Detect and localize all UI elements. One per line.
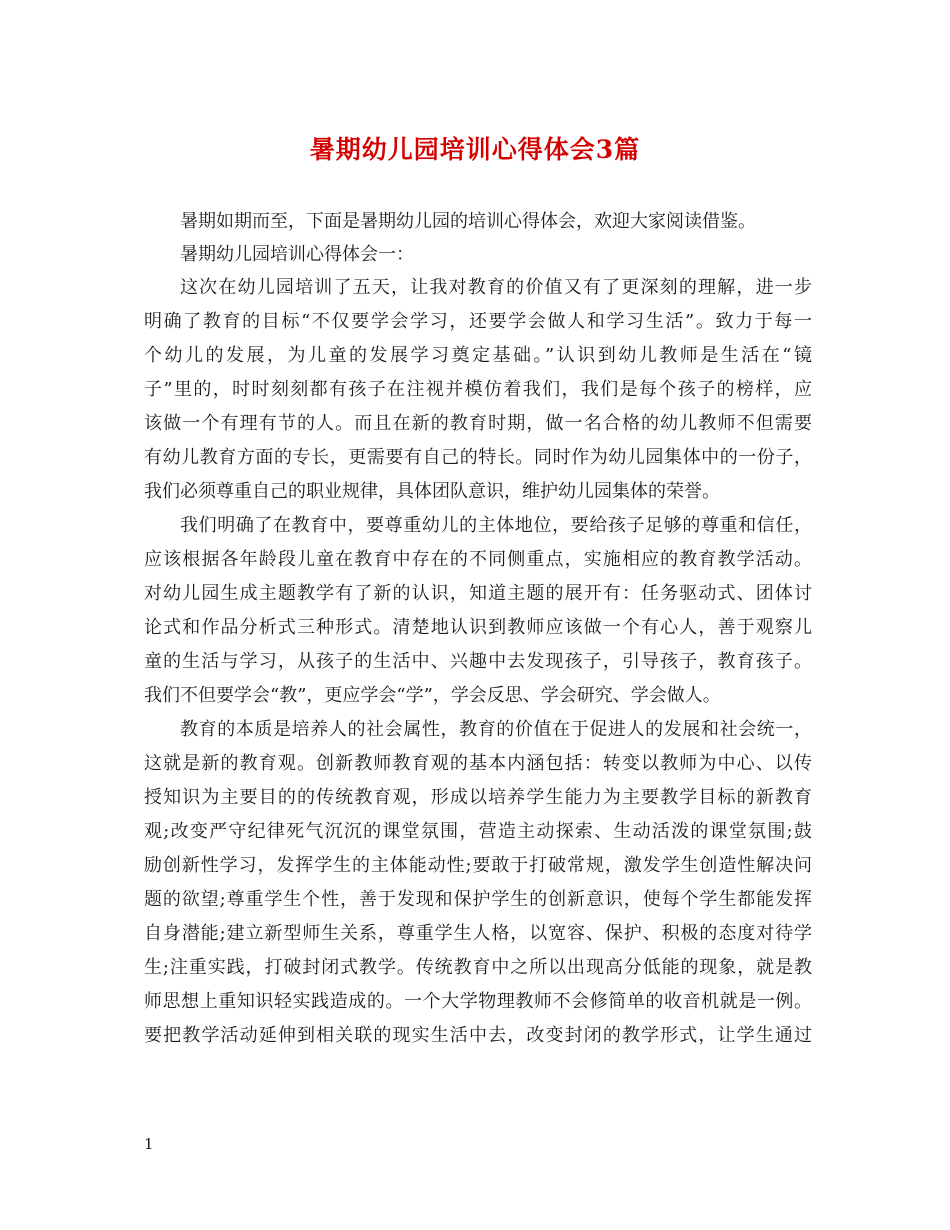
document-body [144, 205, 812, 1053]
paragraph-line: 个幼儿的发展，为儿童的发展学习奠定基础。”认识到幼儿教师是生活在“镜 [144, 345, 812, 366]
paragraph-line: 观;改变严守纪律死气沉沉的课堂氛围，营造主动探索、生动活泼的课堂氛围;鼓 [144, 821, 812, 842]
paragraph-line: 这就是新的教育观。创新教师教育观的基本内涵包括：转变以教师为中心、以传 [144, 753, 812, 774]
body-paragraph [144, 509, 812, 713]
paragraph-line: 我们不但要学会“教”，更应学会“学”，学会反思、学会研究、学会做人。 [144, 685, 721, 706]
paragraph-list [144, 271, 812, 1053]
paragraph-line: 励创新性学习，发挥学生的主体能动性;要敢于打破常规，激发学生创造性解决问 [144, 855, 812, 876]
paragraph-line: 生;注重实践，打破封闭式教学。传统教育中之所以出现高分低能的现象，就是教 [144, 957, 812, 978]
paragraph-line: 授知识为主要目的的传统教育观，形成以培养学生能力为主要教学目标的新教育 [144, 787, 812, 808]
paragraph-line: 教育的本质是培养人的社会属性，教育的价值在于促进人的发展和社会统一， [180, 719, 812, 740]
section-heading: 暑期幼儿园培训心得体会一： [180, 244, 414, 265]
paragraph-line: 童的生活与学习，从孩子的生活中、兴趣中去发现孩子，引导孩子，教育孩子。 [144, 651, 812, 672]
paragraph-line: 要把教学活动延伸到相关联的现实生活中去，改变封闭的教学形式，让学生通过 [144, 1025, 812, 1046]
paragraph-line: 有幼儿教育方面的专长，更需要有自己的特长。同时作为幼儿园集体中的一份子， [144, 447, 812, 468]
document-title: 暑期幼儿园培训心得体会3篇 [309, 135, 641, 164]
paragraph-line: 我们明确了在教育中，要尊重幼儿的主体地位，要给孩子足够的尊重和信任， [180, 515, 812, 536]
paragraph-line: 自身潜能;建立新型师生关系，尊重学生人格，以宽容、保护、积极的态度对待学 [144, 923, 812, 944]
paragraph-line: 对幼儿园生成主题教学有了新的认识，知道主题的展开有：任务驱动式、团体讨 [144, 583, 812, 604]
paragraph-line: 子”里的，时时刻刻都有孩子在注视并模仿着我们，我们是每个孩子的榜样，应 [144, 379, 812, 400]
paragraph-line: 该做一个有理有节的人。而且在新的教育时期，做一名合格的幼儿教师不但需要 [144, 413, 812, 434]
paragraph-line: 师思想上重知识轻实践造成的。一个大学物理教师不会修简单的收音机就是一例。 [144, 991, 812, 1012]
intro-paragraph: 暑期如期而至，下面是暑期幼儿园的培训心得体会，欢迎大家阅读借鉴。 [180, 211, 756, 232]
page-number: 1 [144, 1135, 154, 1153]
paragraph-line: 题的欲望;尊重学生个性，善于发现和保护学生的创新意识，使每个学生都能发挥 [144, 889, 812, 910]
paragraph-line: 我们必须尊重自己的职业规律，具体团队意识，维护幼儿园集体的荣誉。 [144, 481, 720, 502]
paragraph-line: 这次在幼儿园培训了五天，让我对教育的价值又有了更深刻的理解，进一步 [180, 277, 812, 298]
paragraph-line: 应该根据各年龄段儿童在教育中存在的不同侧重点，实施相应的教育教学活动。 [144, 549, 812, 570]
paragraph-line: 论式和作品分析式三种形式。清楚地认识到教师应该做一个有心人，善于观察儿 [144, 617, 812, 638]
body-paragraph [144, 713, 812, 1053]
body-paragraph [144, 271, 812, 509]
paragraph-line: 明确了教育的目标“不仅要学会学习，还要学会做人和学习生活”。致力于每一 [144, 311, 812, 332]
